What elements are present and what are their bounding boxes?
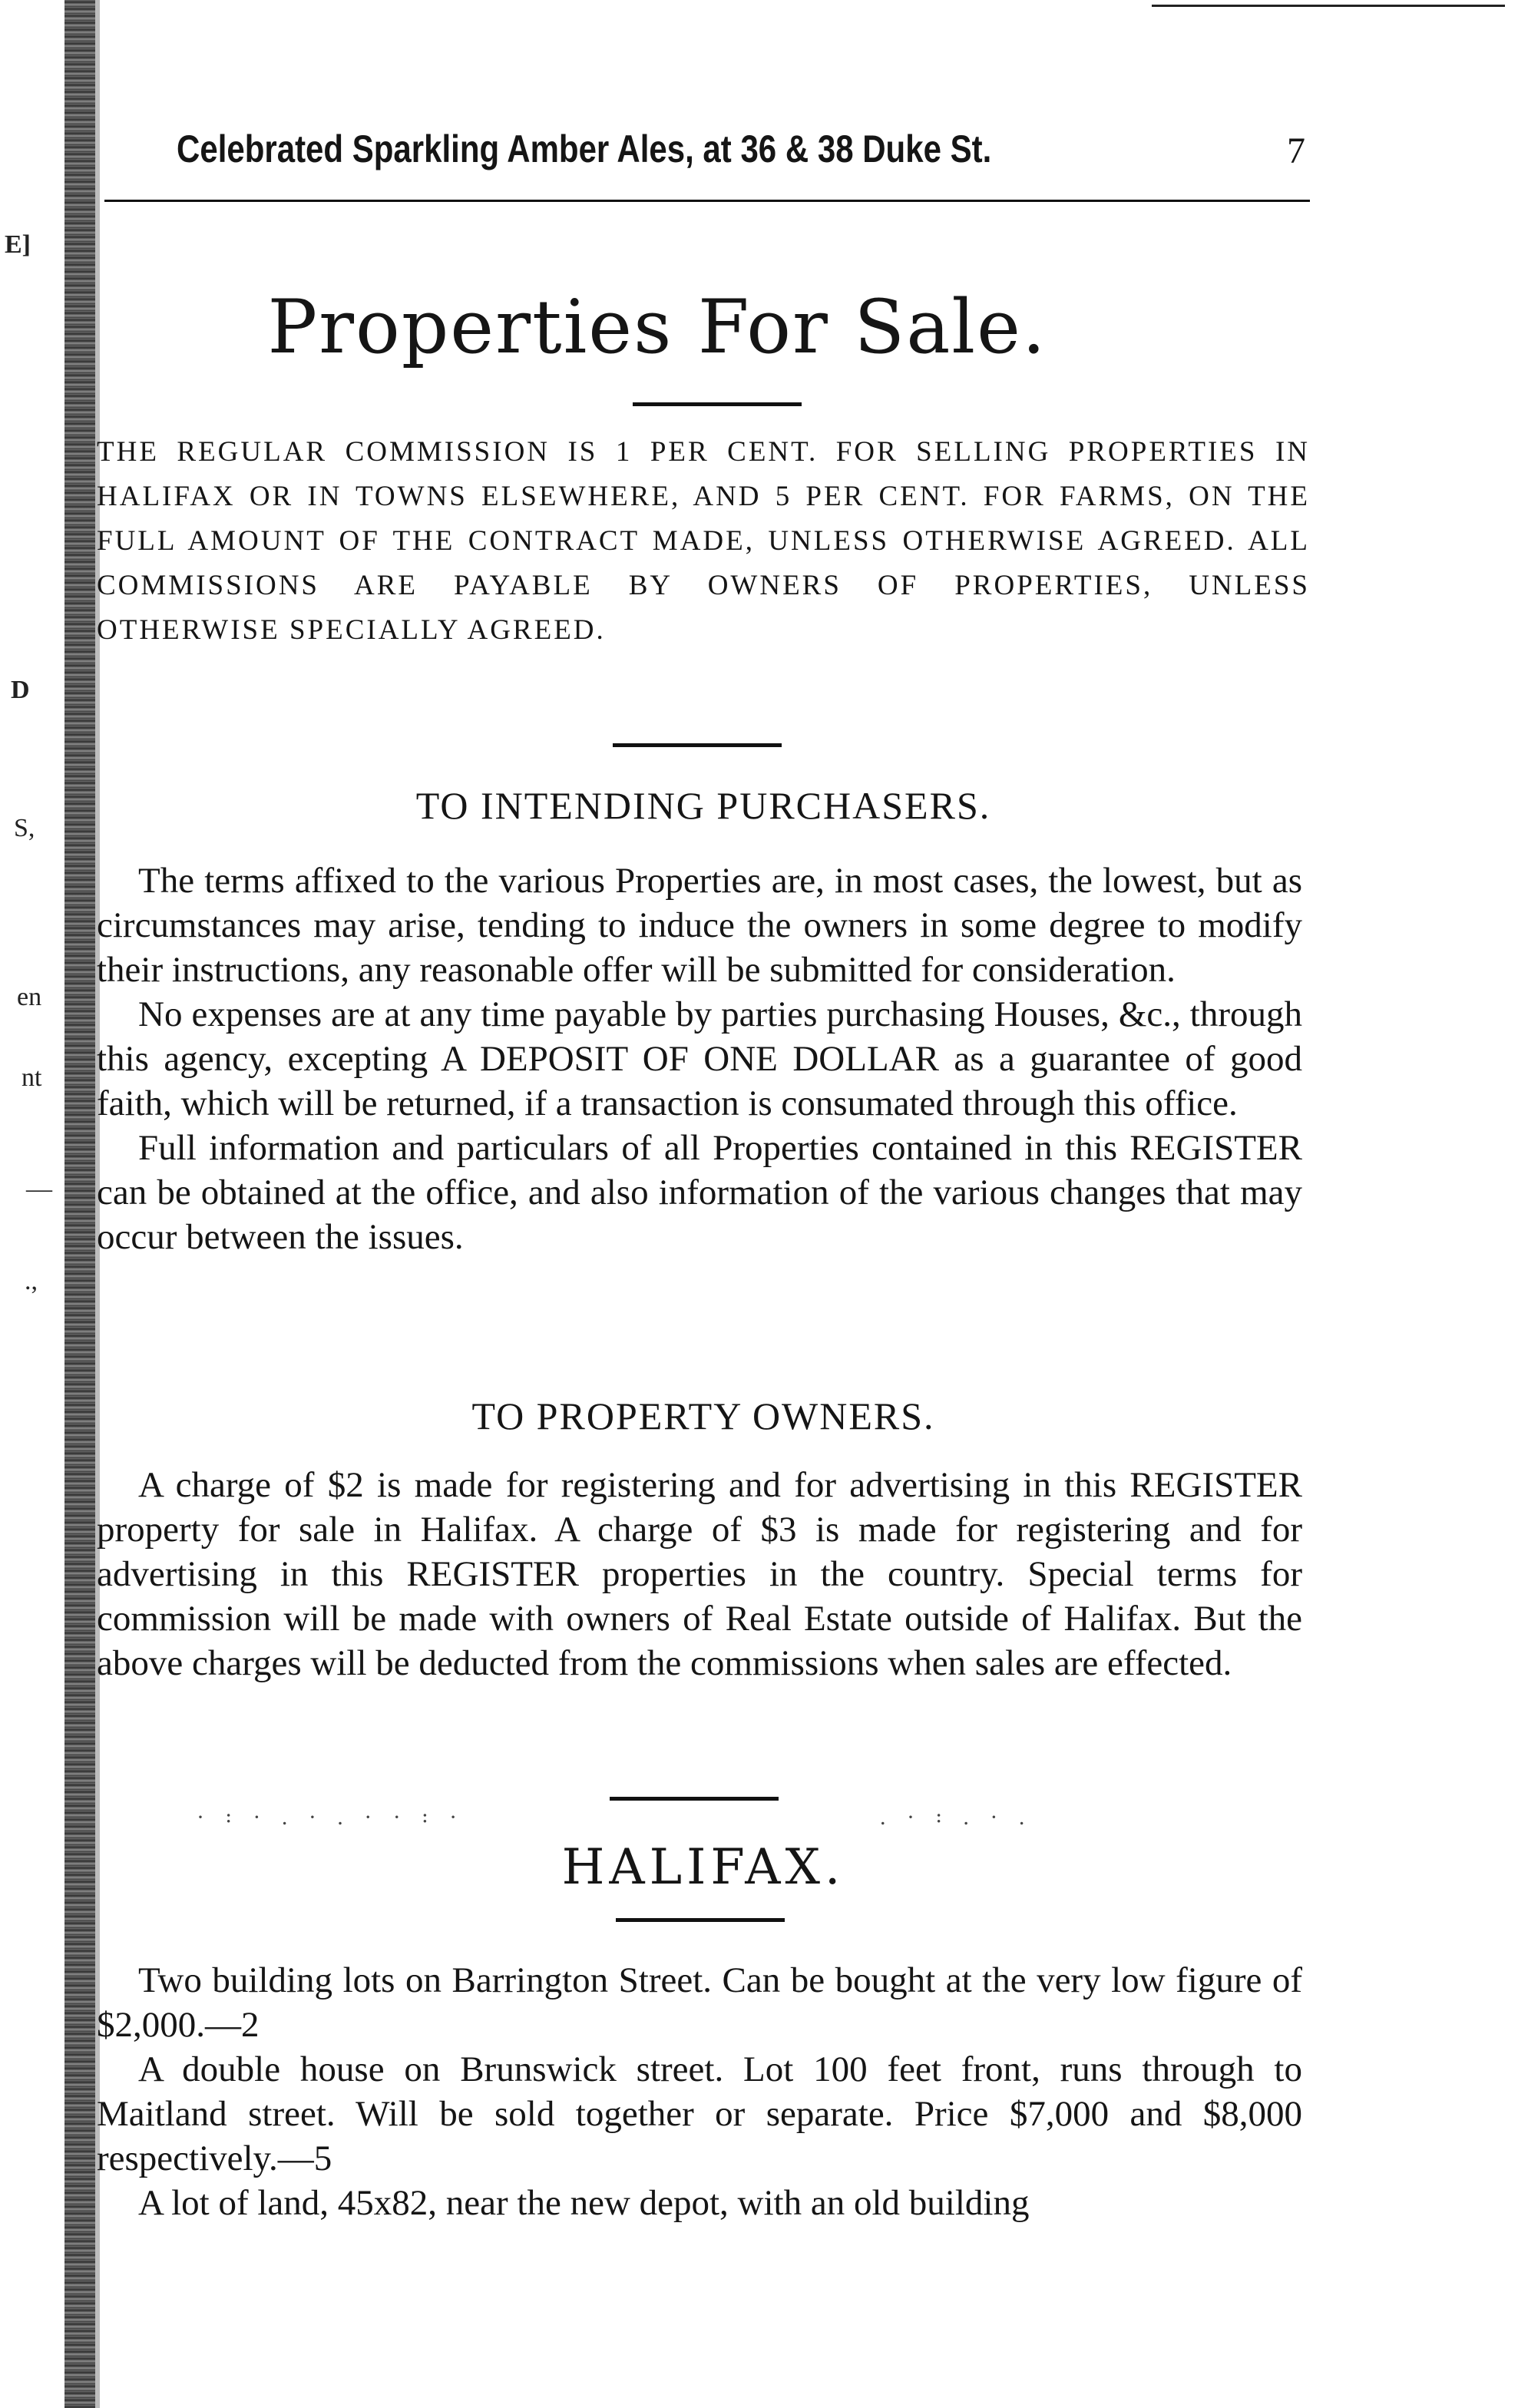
fragment: D: [11, 676, 30, 704]
print-bleed-dots: · ꞉ · . · . · · ꞉ ·: [197, 1804, 465, 1830]
page-title: Properties For Sale.: [267, 284, 1047, 370]
book-page: [97, 0, 1310, 2408]
fragment: nt: [21, 1063, 42, 1092]
title-rule: [633, 402, 802, 406]
fragment: S,: [14, 814, 35, 842]
purchasers-text: [97, 858, 1302, 1259]
owners-text: [97, 1463, 1302, 1685]
listing-paragraph: A lot of land, 45x82, near the new depot, with an old building: [138, 2183, 1030, 2223]
halifax-rule-bottom: [616, 1918, 785, 1922]
book-spine-shadow: [64, 0, 95, 2408]
section-rule: [613, 743, 782, 747]
purchasers-paragraph: No expenses are at any time payable by parties purchasing Houses, &c., through this agency, excepting A DEPOSIT OF ONE DOLLAR as a guarantee of good faith, which will be returned, if a transaction is consumated through this office.: [97, 994, 1302, 1123]
running-head-title: Celebrated Sparkling Amber Ales, at 36 & 38 Duke St.: [177, 127, 992, 170]
halifax-rule-top: [610, 1797, 779, 1801]
fragment: en: [17, 983, 42, 1011]
listing-paragraph: A double house on Brunswick street. Lot 100 feet front, runs through to Maitland street. Will be sold together or separate. Price $7,000 and $8,000 respectively.—5: [97, 2049, 1302, 2178]
fragment: —: [26, 1175, 52, 1203]
halifax-listings: [97, 1958, 1302, 2225]
commission-notice: THE REGULAR COMMISSION IS 1 PER CENT. FOR SELLING PROPERTIES IN HALIFAX OR IN TOWNS ELSEWHERE, AND 5 PER CENT. FOR FARMS, ON THE FULL AMOUNT OF THE CONTRACT MADE, UNLESS OTHERWISE AGREED. ALL COMMISSIONS ARE PAYABLE BY OWNERS OF PROPERTIES, UNLESS OTHERWISE SPECIALLY AGREED.: [97, 436, 1310, 646]
fragment: .,: [25, 1267, 38, 1295]
running-head: [177, 127, 1305, 180]
previous-page-fragments: [0, 0, 61, 2408]
fragment: E]: [5, 230, 31, 259]
owners-paragraph: A charge of $2 is made for registering and for advertising in this REGISTER property for sale in Halifax. A charge of $3 is made for registering and for advertising in this REGISTER properties in the country. Special terms for commission will be made with owners of Real Estate outside of Halifax. But the above charges will be deducted from the commissions when sales are effected.: [97, 1465, 1302, 1683]
purchasers-paragraph: The terms affixed to the various Properties are, in most cases, the lowest, but as circumstances may arise, tending to induce the owners in some degree to modify their instructions, any reasonable offer will be submitted for consideration.: [97, 861, 1302, 990]
purchasers-heading: TO INTENDING PURCHASERS.: [415, 784, 991, 827]
owners-heading: TO PROPERTY OWNERS.: [471, 1394, 935, 1437]
listing-paragraph: Two building lots on Barrington Street. Can be bought at the very low figure of $2,000.—2: [97, 1960, 1302, 2045]
purchasers-paragraph: Full information and particulars of all Properties contained in this REGISTER can be obtained at the office, and also information of the various changes that may occur between the issues.: [97, 1128, 1302, 1257]
print-bleed-dots: . · ꞉ . · .: [880, 1804, 1033, 1830]
halifax-heading: HALIFAX.: [561, 1839, 845, 1896]
page-number: 7: [1287, 131, 1305, 171]
header-rule: [104, 200, 1310, 202]
